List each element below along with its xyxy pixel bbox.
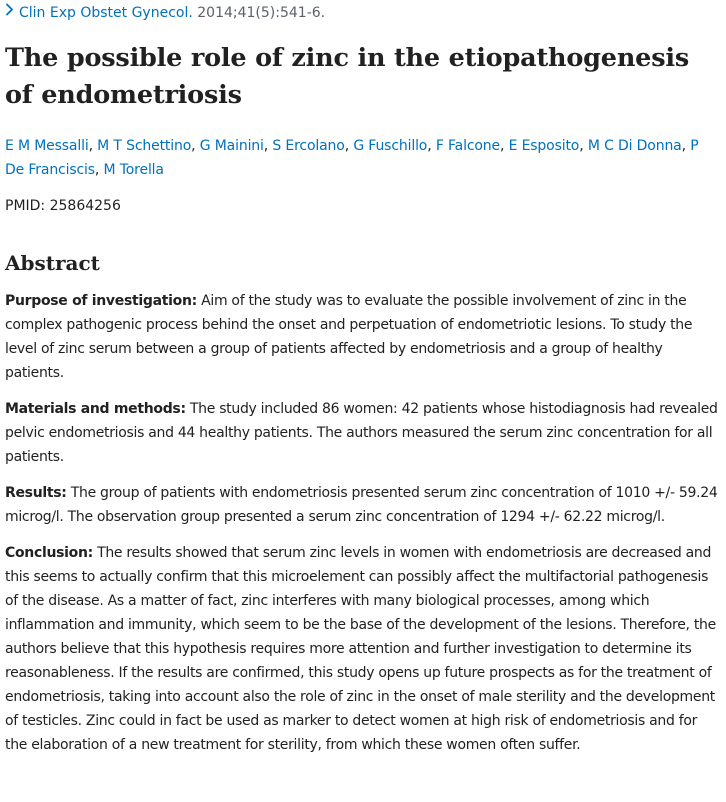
author-link[interactable]: M Torella (103, 162, 164, 178)
abstract-section-methods (5, 397, 721, 469)
section-label: Materials and methods: (5, 401, 186, 417)
author-separator: , (88, 138, 98, 154)
author-link[interactable]: M T Schettino (97, 138, 192, 154)
section-text: Aim of the study was to evaluate the possible involvement of zinc in the complex pathogenic process behind the onset and perpetuation of endometriotic lesions. To study the level of zinc serum between a group of patients affected by endometriosis and a group of healthy patients. (5, 293, 693, 381)
section-text: The group of patients with endometriosis presented serum zinc concentration of 1010 +/- 59.24 microg/l. The observation group presented a serum zinc concentration of 1294 +/- 62.22 microg/l. (5, 485, 718, 525)
journal-link[interactable]: Clin Exp Obstet Gynecol. (19, 5, 193, 21)
section-label: Results: (5, 485, 67, 501)
abstract-section-conclusion (5, 541, 721, 757)
author-link[interactable]: G Mainini (199, 138, 264, 154)
citation-details: 2014;41(5):541-6. (192, 5, 326, 21)
author-separator: , (499, 138, 509, 154)
abstract-section-results (5, 481, 721, 529)
author-separator: , (263, 138, 273, 154)
author-separator: , (94, 162, 104, 178)
article-title: The possible role of zinc in the etiopathogenesis of endometriosis (5, 43, 689, 110)
author-separator: , (681, 138, 691, 154)
section-text: The results showed that serum zinc levels in women with endometriosis are decreased and this seems to actually confirm that this microelement can possibly affect the multifactorial pathogenesis of the disease. As a matter of fact, zinc interferes with many biological processes, among which inflammation and immunity, which seem to be the base of the development of the lesions. Therefore, the authors believe that this hypothesis requires more attention and further investigation to determine its reasonableness. If the results are confirmed, this study opens up future prospects as for the treatment of endometriosis, taking into account also the role of zinc in the onset of male sterility and the development of testicles. Zinc could in fact be used as marker to detect women at high risk of endometriosis and for the elaboration of a new treatment for sterility, from which these women often suffer. (5, 545, 716, 753)
author-separator: , (191, 138, 200, 154)
author-separator: , (344, 138, 354, 154)
section-label: Purpose of investigation: (5, 293, 197, 309)
chevron-right-icon[interactable] (5, 2, 14, 22)
abstract-heading: Abstract (5, 251, 100, 275)
author-link[interactable]: S Ercolano (272, 138, 345, 154)
abstract-section-purpose (5, 289, 721, 385)
section-text: The study included 86 women: 42 patients whose histodiagnosis had revealed pelvic endometriosis and 44 healthy patients. The authors measured the serum zinc concentration for all patients. (5, 401, 718, 465)
author-separator: , (579, 138, 588, 154)
author-separator: , (427, 138, 436, 154)
author-link[interactable]: E M Messalli (5, 138, 89, 154)
author-link[interactable]: E Esposito (508, 138, 580, 154)
authors-list (5, 134, 721, 182)
author-link[interactable]: G Fuschillo (353, 138, 428, 154)
pmid: PMID: 25864256 (5, 198, 121, 214)
author-link[interactable]: F Falcone (435, 138, 500, 154)
author-link[interactable]: P De Franciscis (5, 138, 699, 178)
abstract-body (5, 289, 721, 769)
author-link[interactable]: M C Di Donna (587, 138, 682, 154)
section-label: Conclusion: (5, 545, 93, 561)
citation-row (5, 3, 325, 23)
